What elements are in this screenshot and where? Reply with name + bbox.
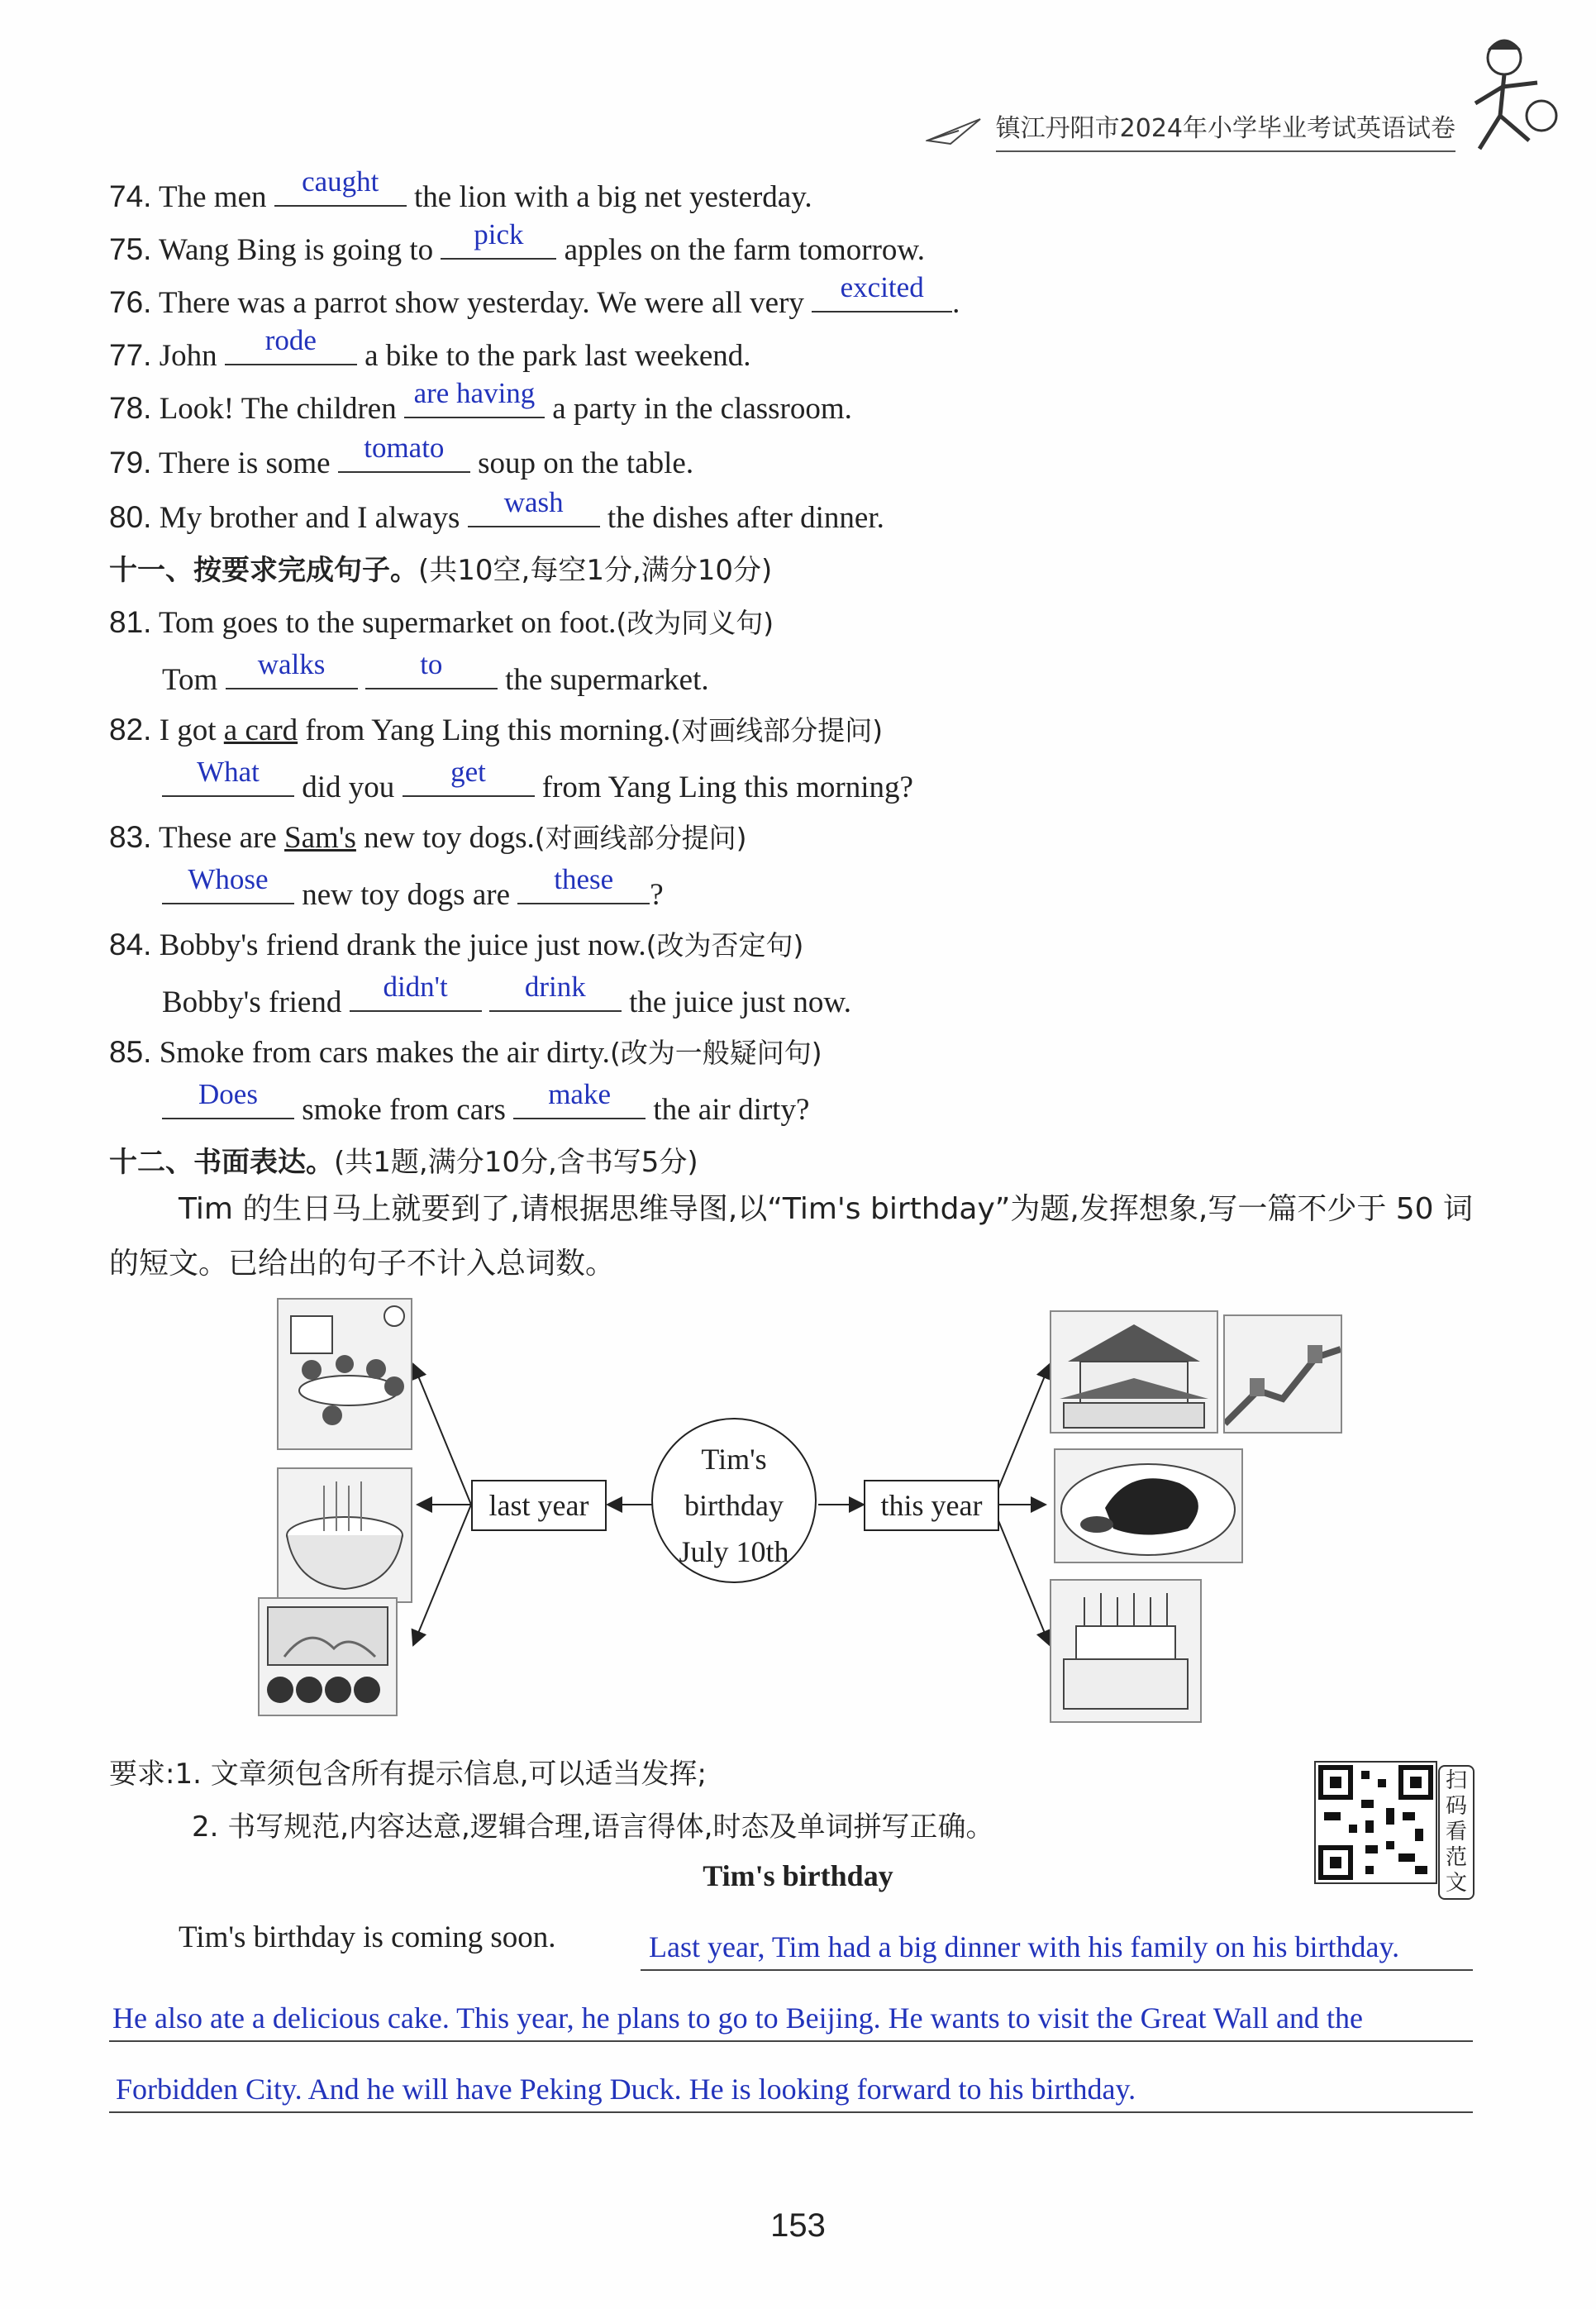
great-wall-illustration (1223, 1314, 1342, 1434)
answer-blank[interactable]: excited (812, 278, 952, 312)
peking-duck-illustration (1054, 1448, 1243, 1563)
answer-blank[interactable]: pick (441, 225, 556, 260)
question-85: 85. Smoke from cars makes the air dirty.(改为一般疑问句) (109, 1035, 822, 1070)
question-81-answer: Tom walks to the supermarket. (162, 648, 709, 697)
page-header: 镇江丹阳市2024年小学毕业考试英语试卷 (996, 107, 1455, 152)
center-bubble: Tim's birthday July 10th (651, 1418, 817, 1583)
question-75: 75. Wang Bing is going to pick apples on the farm tomorrow. (109, 218, 925, 267)
last-year-box: last year (471, 1480, 607, 1531)
essay-given-sentence: Tim's birthday is coming soon. (179, 1920, 556, 1954)
underlined-phrase: Sam's (284, 821, 356, 855)
question-74: 74. The men caught the lion with a big net yesterday. (109, 165, 812, 214)
cinema-illustration (258, 1597, 398, 1716)
page-number: 153 (770, 2207, 826, 2244)
answer-blank[interactable]: get (403, 762, 535, 797)
scan-for-model-essay-label: 扫 码 看 范 文 (1438, 1765, 1475, 1900)
section-11-heading: 十一、按要求完成句子。(共10空,每空1分,满分10分) (109, 554, 773, 587)
essay-line-3[interactable]: Forbidden City. And he will have Peking Duck. He is looking forward to his birthday. (109, 2047, 1473, 2113)
question-77: 77. John rode a bike to the park last weekend. (109, 324, 751, 373)
question-79: 79. There is some tomato soup on the table. (109, 432, 694, 480)
question-84-answer: Bobby's friend didn't drink the juice just now. (162, 971, 851, 1019)
question-82: 82. I got a card from Yang Ling this morning.(对画线部分提问) (109, 713, 884, 747)
answer-blank[interactable]: are having (404, 384, 545, 418)
answer-blank[interactable]: these (517, 870, 650, 904)
family-dinner-illustration (277, 1298, 412, 1450)
answer-blank[interactable]: walks (226, 655, 358, 689)
answer-blank[interactable]: didn't (350, 977, 482, 1012)
question-81: 81. Tom goes to the supermarket on foot.(改为同义句) (109, 605, 774, 640)
forbidden-city-illustration (1050, 1310, 1218, 1434)
answer-blank[interactable]: to (365, 655, 498, 689)
answer-blank[interactable]: Does (162, 1085, 294, 1119)
question-84: 84. Bobby's friend drank the juice just now.(改为否定句) (109, 928, 804, 962)
answer-blank[interactable]: drink (489, 977, 622, 1012)
requirement-1: 要求:1. 文章须包含所有提示信息,可以适当发挥; (109, 1758, 707, 1791)
question-83-answer: Whose new toy dogs are these ? (162, 870, 664, 913)
essay-line-1[interactable]: Last year, Tim had a big dinner with his family on his birthday. (641, 1901, 1473, 1971)
answer-blank[interactable]: caught (274, 172, 407, 207)
requirement-2: 2. 书写规范,内容达意,逻辑合理,语言得体,时态及单词拼写正确。 (192, 1810, 994, 1844)
answer-blank[interactable]: make (513, 1085, 646, 1119)
answer-blank[interactable]: tomato (338, 438, 470, 473)
this-year-box: this year (864, 1480, 999, 1531)
answer-blank[interactable]: Whose (162, 870, 294, 904)
question-76: 76. There was a parrot show yesterday. We were all very excited . (109, 271, 960, 320)
essay-line-2[interactable]: He also ate a delicious cake. This year, he plans to go to Beijing. He wants to visit the Great Wall and the (109, 1976, 1473, 2042)
runner-mascot-icon (1455, 25, 1562, 165)
question-78: 78. Look! The children are having a party in the classroom. (109, 377, 852, 426)
writing-prompt: Tim 的生日马上就要到了,请根据思维导图,以“Tim's birthday”为题,发挥想象,写一篇不少于 50 词的短文。已给出的句子不计入总词数。 (109, 1192, 1474, 1281)
answer-blank[interactable]: wash (468, 493, 600, 527)
question-80: 80. My brother and I always wash the dishes after dinner. (109, 486, 884, 535)
essay-title: Tim's birthday (703, 1859, 893, 1892)
section-12-heading: 十二、书面表达。(共1题,满分10分,含书写5分) (109, 1146, 698, 1179)
noodle-bowl-illustration (277, 1467, 412, 1603)
question-82-answer: What did you get from Yang Ling this morning? (162, 762, 913, 805)
answer-blank[interactable]: rode (225, 331, 357, 365)
birthday-cake-illustration (1050, 1579, 1202, 1723)
paper-plane-icon (926, 116, 984, 146)
underlined-phrase: a card (223, 713, 298, 747)
question-85-answer: Does smoke from cars make the air dirty? (162, 1085, 809, 1128)
answer-blank[interactable]: What (162, 762, 294, 797)
question-83: 83. These are Sam's new toy dogs.(对画线部分提问) (109, 820, 747, 855)
